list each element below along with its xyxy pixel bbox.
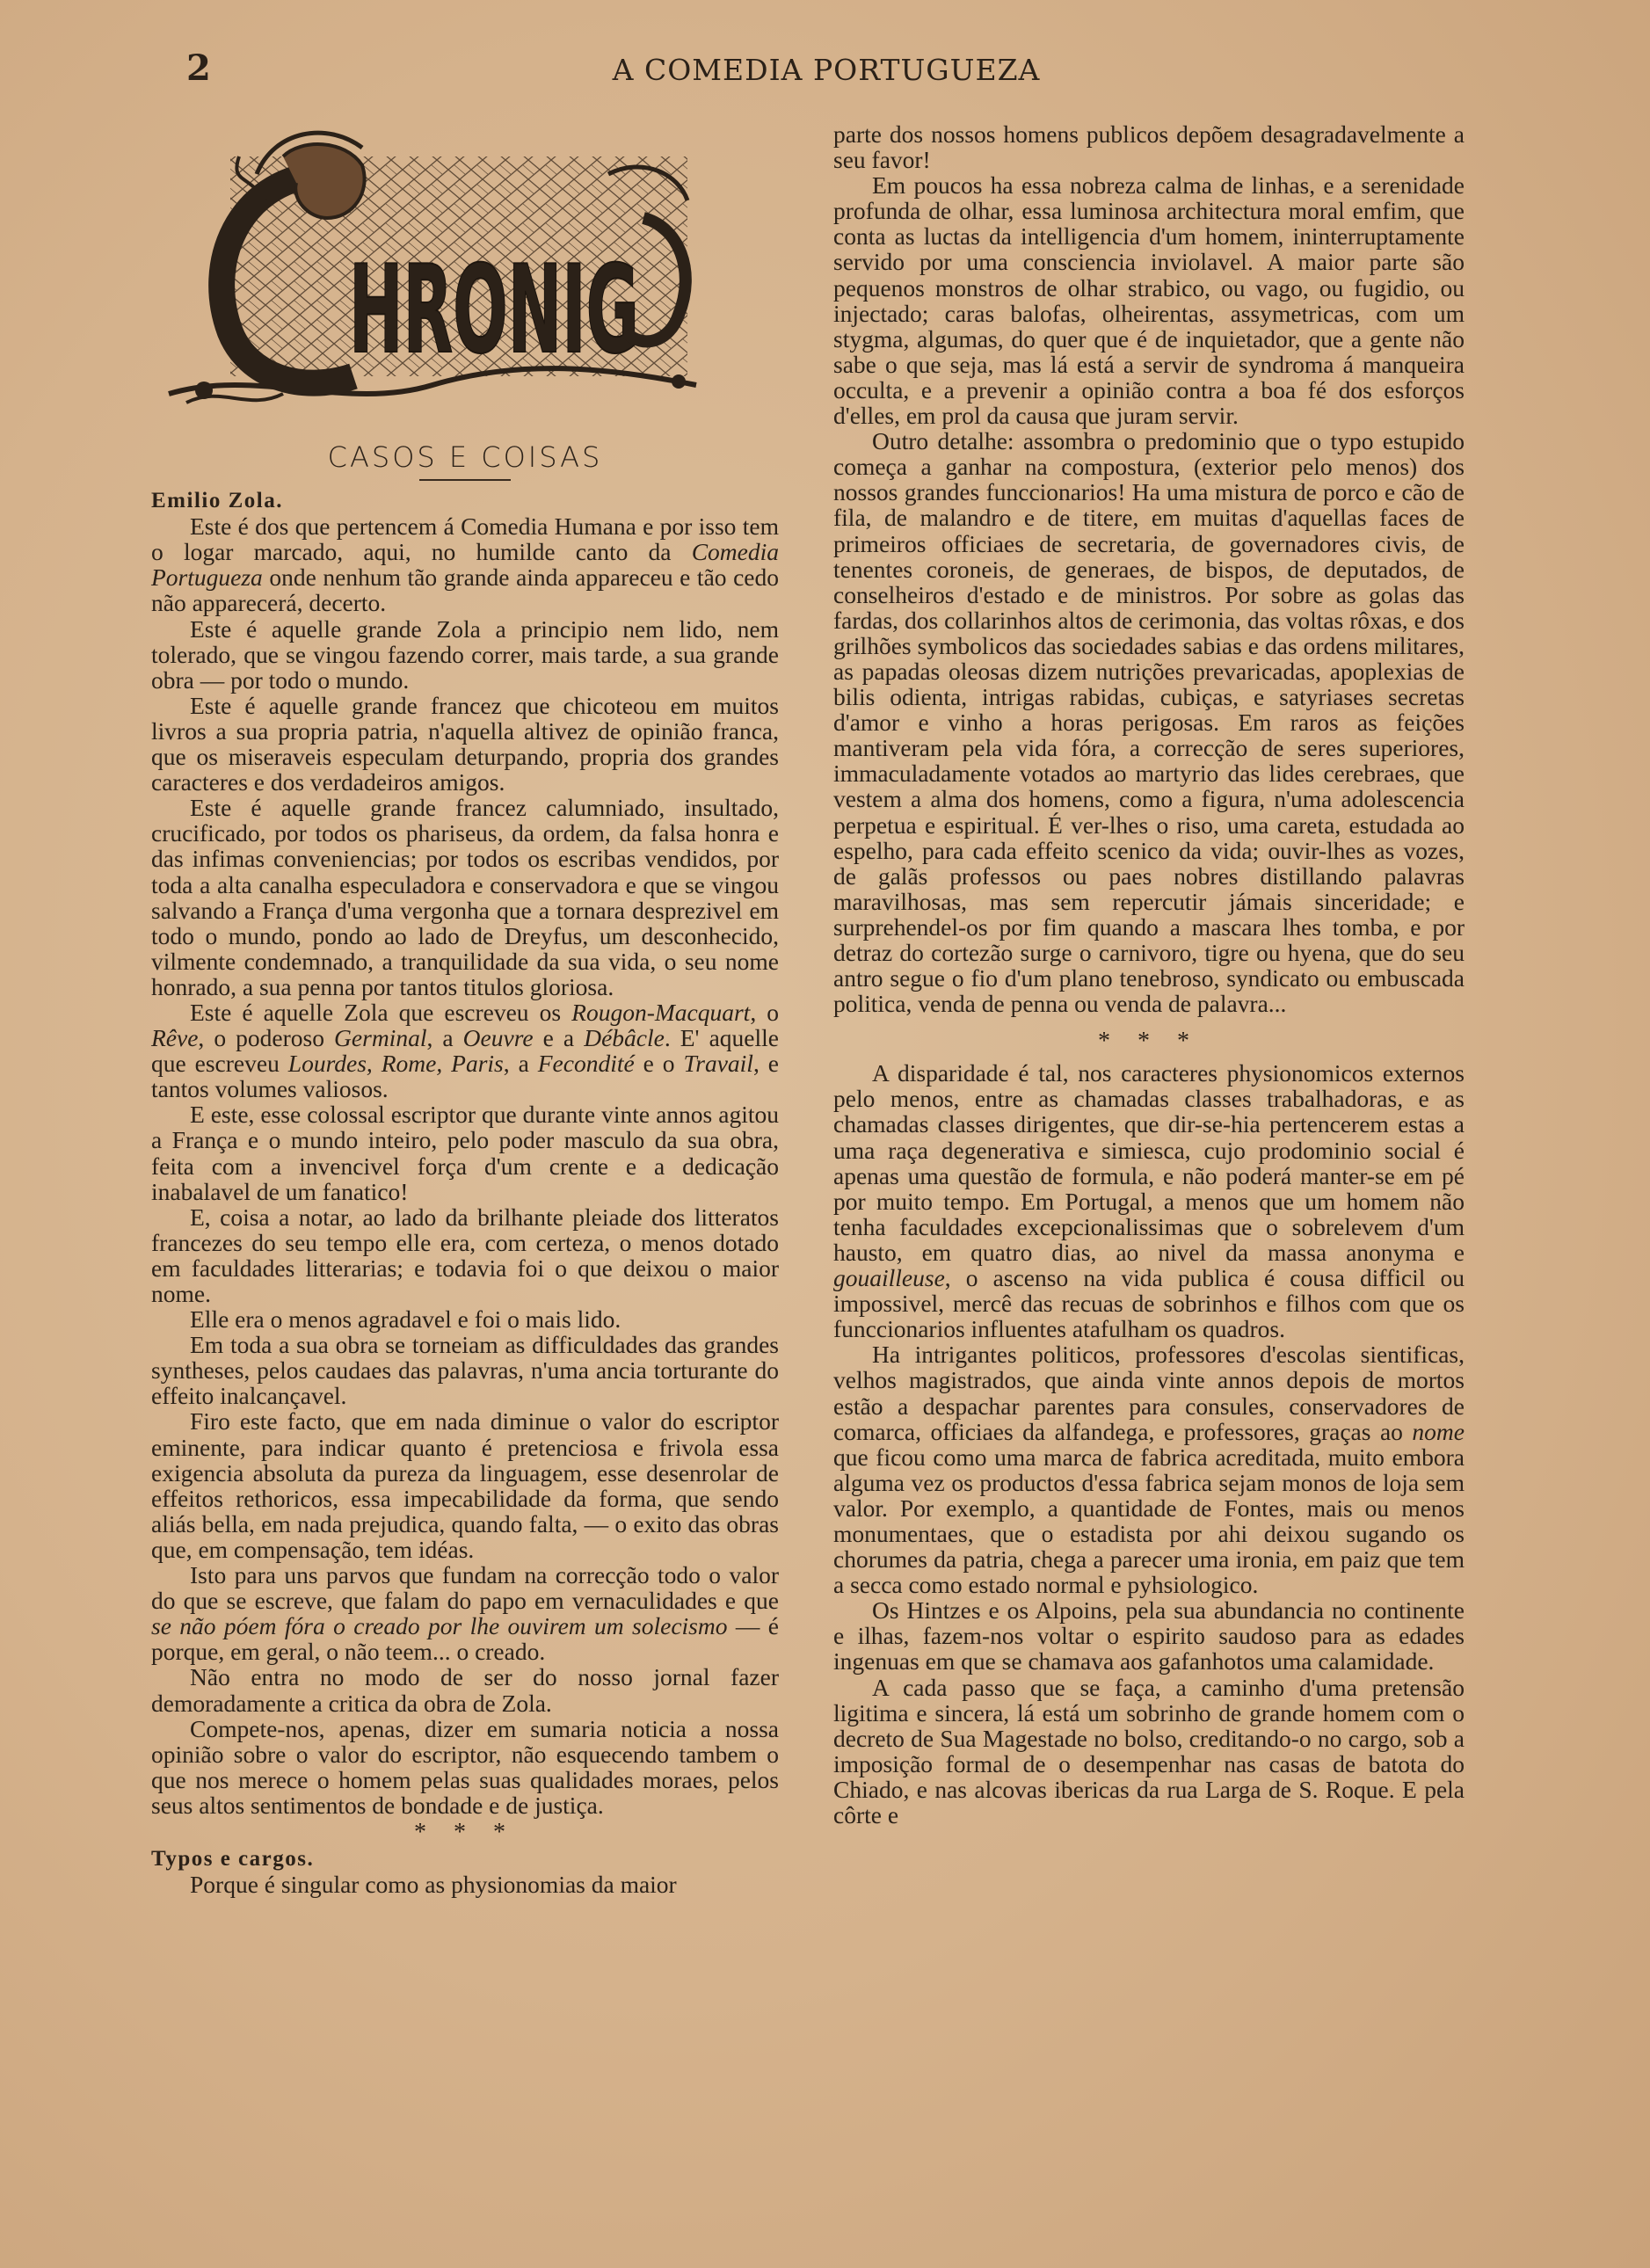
paragraph: Ha intrigantes politicos, professores d'escolas sientificas, velhos magistrados, que ainda vinte annos depois de mortos estão a despachar parentes para consules, conservadores de comarca, officiaes da alfandega, e professores, graças ao nome que ficou como uma marca de fabrica acreditada, muito embora alguma vez os productos d'essa fabrica sejam monos de loja sem valor. Por exemplo, a quantidade de Fontes, mais ou menos monumentaes, que o estadista por ahi deixou sugando os chorumes da patria, chega a parecer uma ironia, em paiz que tem a secca como estado normal e pyhsiologico. — [833, 1341, 1465, 1599]
chronica-illustration-icon — [151, 121, 779, 438]
paragraph: parte dos nossos homens publicos depõem desagradavelmente a seu favor! — [833, 120, 1465, 174]
subhead-emilio-zola: Emilio Zola. — [151, 489, 283, 513]
running-head: A COMEDIA PORTUGUEZA — [612, 53, 1041, 87]
paragraph: Porque é singular como as physionomias da maior — [190, 1871, 677, 1899]
paragraph: Firo este facto, que em nada diminue o valor do escriptor eminente, para indicar quanto é pretenciosa e frivola essa exigencia absoluta da pureza da linguagem, esse desenrolar de effeitos rethoricos, essa impecabilidade da forma, que sendo aliás bella, em nada prejudica, quando falta, — o exito das obras que, em compensação, tem idéas. — [151, 1407, 779, 1563]
paragraph: Este é aquelle grande francez que chicoteou em muitos livros a sua propria patria, n'aquella altivez de opinião franca, que os miseraveis especulam deturpando, propria dos grandes caracteres e dos verdadeiros amigos. — [151, 691, 779, 796]
paragraph: A disparidade é tal, nos caracteres physionomicos externos pelo menos, entre as chamadas classes trabalhadoras, e as chamadas classes dirigentes, que dir-se-hia pertencerem estas a uma raça degenerativa e simiesca, cujo prodominio social é apenas uma questão de formula, e não poderá manter-se em pé por muito tempo. Em Portugal, a menos que um homem não tenha faculdades excepcionalissimas que o sobrelevem d'um hausto, em quatro dias, ao nivel da massa anonyma e gouailleuse, o ascenso na vida publica é cousa difficil ou impossivel, mercê das recuas de sobrinhos e filhos com que os funccionarios influentes atafulham os quadros. — [833, 1059, 1465, 1343]
paragraph: Em poucos ha essa nobreza calma de linhas, e a serenidade profunda de olhar, essa luminosa architectura moral emfim, que conta as luctas da intelligencia d'um homem, ininterruptamente servido por uma consciencia inviolavel. A maior parte são pequenos monstros de olhar strabico, ou vago, ou fugidio, ou injectado; caras balofas, olheirentas, assymetricas, com um stygma, algumas, do quer que é de inquietador, que a gente não sabe o que seja, mas lá está a servir de syndroma á manqueira occulta, e a prevenir a opinião contra a boa fé dos esforços d'elles, em prol da causa que juram servir. — [833, 171, 1465, 430]
paragraph: Este é aquelle grande francez calumniado, insultado, crucificado, por todos os phariseus, da ordem, da falsa honra e das infimas conveniencias; por todos os escribas vendidos, por toda a alta canalha especuladora e conservadora e que se vingou salvando a França d'uma vergonha que a tornara desprezivel em todo o mundo, pondo ao lado de Dreyfus, um desconhecido, vilmente condemnado, a tranquilidade da sua vida, o seu nome honrado, a sua penna por tantos titulos gloriosa. — [151, 794, 779, 1000]
svg-text:HRONIG: HRONIG — [349, 239, 639, 381]
paragraph: Não entra no modo de ser do nosso jornal fazer demoradamente a critica da obra de Zola. — [151, 1663, 779, 1717]
paragraph: Este é aquelle Zola que escreveu os Rougon-Macquart, o Rêve, o poderoso Germinal, a Oeuvre e a Débâcle. E' aquelle que escreveu Lourdes, Rome, Paris, a Fecondité e o Travail, e tantos volumes valiosos. — [151, 998, 780, 1103]
paragraph: Em toda a sua obra se torneiam as difficuldades das grandes syntheses, pelos caudaes das palavras, n'uma ancia torturante do effeito inalcançavel. — [151, 1331, 779, 1410]
page-number: 2 — [186, 47, 211, 89]
section-divider: * * * — [414, 1818, 516, 1846]
paragraph: Compete-nos, apenas, dizer em sumaria noticia a nossa opinião sobre o valor do escriptor, não esquecendo tambem o que nos merece o homem pelas suas qualidades moraes, pelos seus altos sentimentos de bondade e de justiça. — [151, 1714, 779, 1819]
section-rule — [419, 479, 511, 481]
paragraph: Outro detalhe: assombra o predominio que o typo estupido começa a ganhar na compostura, (exterior pelo menos) dos nossos grandes funccionarios! Ha uma mistura de porco e cão de fila, de malandro e de titere, em muitas d'aquellas faces de primeiros officiaes de secretaria, de governadores civis, de tenentes coroneis, de generaes, de bispos, de deputados, de conselheiros d'estado e de ministros. Por sobre as golas das fardas, dos collarinhos altos de cerimonia, das voltas rôxas, e dos grilhões symbolicos das sociedades sabias e das ordens militares, as papadas oleosas dizem nutrições prevaricadas, apoplexias de bilis odienta, intrigas rabidas, cubiças, e satyriases secretas d'amor e vinho a horas perigosas. Em raros as feições mantiveram pela vida fóra, a correcção de seres superiores, immaculadamente votados ao martyrio das lides cerebraes, que vestem a alma dos homens, como a figura, n'uma adolescencia perpetua e espiritual. É ver-lhes o riso, uma careta, estudada ao espelho, para cada effeito scenico da vida; ouvir-lhes as vozes, de galãs professos ou paes nobres distillando palavras maravilhosas, mas sem repercutir jámais sinceridade; e surprehendel-os por fim quando a mascara lhes tomba, e por detraz do cortezão surge o carnivoro, tigre ou hyena, que do seu antro segue o fio d'um plano tenebroso, syndicato ou embuscada politica, venda de penna ou venda de palavra... — [833, 427, 1465, 1018]
subhead-typos-e-cargos: Typos e cargos. — [151, 1846, 315, 1871]
paragraph: Os Hintzes e os Alpoins, pela sua abundancia no continente e ilhas, fazem-nos voltar o espirito saudoso para as edades ingenuas em que se chamava aos gafanhotos uma calamidade. — [833, 1596, 1465, 1676]
paragraph: Este é aquelle grande Zola a principio nem lido, nem tolerado, que se vingou fazendo correr, mais tarde, a sua grande obra — por todo o mundo. — [151, 614, 779, 694]
paragraph: Elle era o menos agradavel e foi o mais lido. — [190, 1305, 621, 1334]
section-heading: CASOS E COISAS — [327, 440, 603, 474]
paragraph: A cada passo que se faça, a caminho d'uma pretensão ligitima e sincera, lá está um sobrinho de grande homem com o decreto de Sua Magestade no bolso, creditando-o no cargo, sob a imposição formal de o desempenhar nas casas de batota do Chiado, e nas alcovas ibericas da rua Larga de S. Roque. E pela côrte e — [833, 1673, 1465, 1828]
section-divider: * * * — [1098, 1028, 1200, 1056]
right-column — [833, 121, 1465, 1828]
paragraph: Isto para uns parvos que fundam na correcção todo o valor do que se escreve, que falam do papo em vernaculidades e que se não póem fóra o creado por lhe ouvirem um solecismo — é porque, em geral, o não teem... o creado. — [151, 1561, 779, 1666]
paragraph: Este é dos que pertencem á Comedia Humana e por isso tem o logar marcado, aqui, no humilde canto da Comedia Portugueza onde nenhum tão grande ainda appareceu e tão cedo não apparecerá, decerto. — [151, 512, 779, 617]
chronica-title-illustration — [151, 121, 779, 438]
paragraph: E, coisa a notar, ao lado da brilhante pleiade dos litteratos francezes do seu tempo elle era, com certeza, o menos dotado em faculdades litterarias; e todavia foi o que deixou o maior nome. — [151, 1203, 779, 1307]
left-column — [151, 121, 779, 1897]
paragraph: E este, esse colossal escriptor que durante vinte annos agitou a França e o mundo inteiro, pelo poder masculo da sua obra, feita com a invencivel força d'um crente e a dedicação inabalavel de um fanatico! — [151, 1101, 779, 1205]
